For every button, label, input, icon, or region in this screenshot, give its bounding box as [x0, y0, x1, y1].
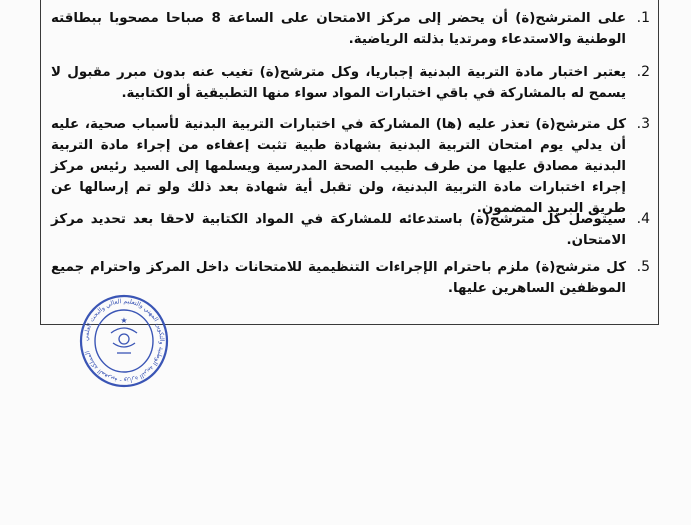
- instruction-text: كل مترشح(ة) ملزم باحترام الإجراءات التنظيمية للامتحانات داخل المركز واحترام جميع الموظفين الساهرين عليها.: [51, 260, 626, 296]
- instruction-text: سيتوصل كل مترشح(ة) باستدعائه للمشاركة في المواد الكتابية لاحقا بعد تحديد مركز الامتحان.: [51, 212, 626, 248]
- instruction-text: يعتبر اختبار مادة التربية البدنية إجباريا، وكل مترشح(ة) تغيب عنه بدون مبرر مقبول لا يسمح له بالمشاركة في باقي اختبارات المواد سواء منها التطبيقية أو الكتابية.: [51, 65, 626, 101]
- instruction-item-1: [51, 8, 626, 50]
- instruction-item-4: [51, 209, 626, 251]
- item-number: .3: [636, 116, 650, 132]
- official-seal-icon: [79, 293, 169, 389]
- instruction-text: كل مترشح(ة) تعذر عليه (ها) المشاركة في اختبارات التربية البدنية لأسباب صحية، عليه أن يدلي يوم امتحان التربية البدنية بشهادة طبية تثبت إعفاءه من إجراء مادة التربية البدنية مصادق عليها من طرف طبيب الصحة المدرسية ويسلمها إلى السيد رئيس مركز إجراء اختبارات مادة التربية البدنية، ولن تقبل أية شهادة بعد ذلك ولو تم إرسالها عن طريق البريد المضمون.: [51, 117, 626, 216]
- item-number: .4: [636, 211, 650, 227]
- instruction-item-2: [51, 62, 626, 104]
- instruction-item-3: [51, 114, 626, 219]
- seal-ring-text: المملكة المغربية - وزارة التربية الوطنية والتكوين المهني والتعليم العالي والبحث العلمي: [82, 297, 166, 385]
- item-number: .5: [636, 259, 650, 275]
- item-number: .1: [636, 10, 650, 26]
- instruction-text: على المترشح(ة) أن يحضر إلى مركز الامتحان على الساعة 8 صباحا مصحوبا ببطاقته الوطنية والاستدعاء ومرتديا بذلته الرياضية.: [51, 11, 627, 47]
- svg-text:★: ★: [120, 316, 128, 325]
- item-number: .2: [636, 64, 650, 80]
- instructions-box: [40, 0, 659, 325]
